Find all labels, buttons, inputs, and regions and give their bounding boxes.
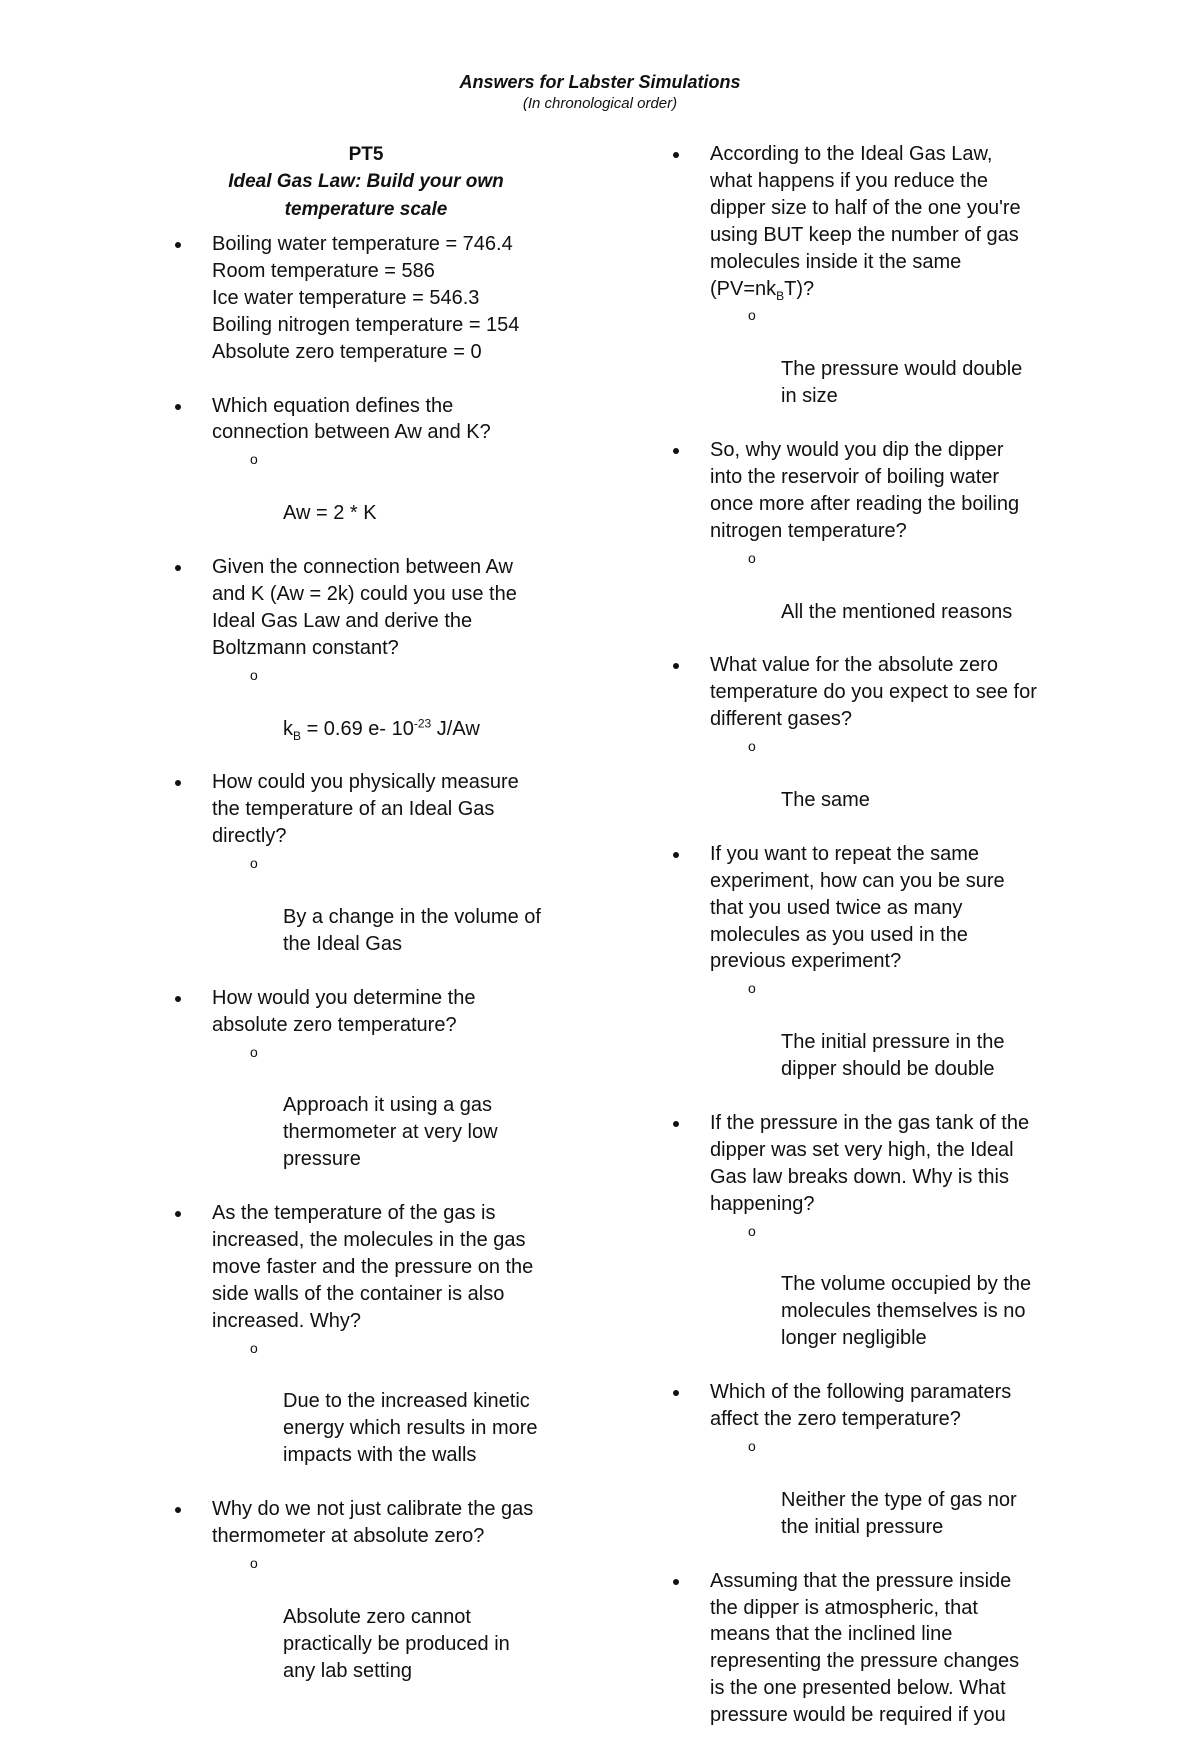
- answer-bullet-icon: o: [250, 666, 258, 683]
- answer-text: Neither the type of gas nor the initial pressure: [781, 1488, 1017, 1538]
- answer: [212, 1550, 566, 1685]
- answer-bullet-icon: o: [748, 549, 756, 566]
- answer: [710, 1433, 1068, 1541]
- answer: [710, 1218, 1068, 1353]
- question-end: T)?: [784, 277, 815, 300]
- answer: [710, 975, 1068, 1083]
- list-item: [166, 1200, 566, 1469]
- answer-text: The pressure would double in size: [781, 358, 1023, 408]
- list-item: [664, 1110, 1068, 1352]
- answer-bullet-icon: o: [250, 1043, 258, 1060]
- question-subscript: B: [776, 288, 785, 303]
- question-text: Why do we not just calibrate the gas thermometer at absolute zero?: [212, 1498, 534, 1548]
- list-item: [166, 985, 566, 1173]
- answer: [212, 1039, 566, 1174]
- document-header: [0, 70, 1200, 114]
- answer-text: The initial pressure in the dipper should be double: [781, 1031, 1005, 1081]
- question-body: According to the Ideal Gas Law, what happens if you reduce the dipper size to half of the one you're using BUT keep the number of gas molecules inside it the same (PV=nk: [710, 143, 1021, 300]
- answer-text: Approach it using a gas thermometer at very low pressure: [283, 1094, 498, 1171]
- list-item: [664, 437, 1068, 625]
- question-text: Given the connection between Aw and K (Aw = 2k) could you use the Ideal Gas Law and derive the Boltzmann constant?: [212, 556, 517, 659]
- answer-text: Aw = 2 * K: [283, 502, 377, 525]
- question-text: Assuming that the pressure inside the dipper is atmospheric, that means that the inclined line representing the pressure changes is the one presented below. What pressure would be required if you: [710, 1569, 1020, 1727]
- answer-bullet-icon: o: [250, 1554, 258, 1571]
- list-item: [166, 231, 566, 366]
- list-item: [664, 841, 1068, 1083]
- answer-exponent: -23: [413, 715, 432, 730]
- question-text: As the temperature of the gas is increased, the molecules in the gas move faster and the pressure on the side walls of the container is also increased. Why?: [212, 1202, 534, 1332]
- answer-bullet-icon: o: [748, 738, 756, 755]
- answer-text: All the mentioned reasons: [781, 600, 1013, 623]
- question-text: How could you physically measure the temperature of an Ideal Gas directly?: [212, 771, 519, 848]
- question-text: So, why would you dip the dipper into the reservoir of boiling water once more after reading the boiling nitrogen temperature?: [710, 439, 1020, 542]
- answer: [212, 850, 566, 958]
- question-text: How would you determine the absolute zero temperature?: [212, 986, 476, 1036]
- answer-text: Due to the increased kinetic energy which results in more impacts with the walls: [283, 1390, 538, 1467]
- document-title: Answers for Labster Simulations: [459, 72, 741, 92]
- answer: [710, 733, 1068, 814]
- answer-subscript: B: [293, 728, 302, 743]
- answer-value: = 0.69 e- 10: [301, 717, 414, 740]
- question-text: Which equation defines the connection between Aw and K?: [212, 394, 491, 444]
- section-code: PT5: [348, 144, 384, 165]
- answer-text: The volume occupied by the molecules themselves is no longer negligible: [781, 1273, 1032, 1350]
- answer-text: By a change in the volume of the Ideal Gas: [283, 905, 541, 955]
- answer-symbol: k: [283, 717, 293, 740]
- right-column: [664, 141, 1068, 1756]
- answer: [212, 1335, 566, 1470]
- document-subtitle: (In chronological order): [522, 95, 678, 112]
- question-text: Boiling water temperature = 746.4 Room temperature = 586 Ice water temperature = 546.3 Boiling nitrogen temperature = 154 Absolute zero temperature = 0: [212, 233, 520, 363]
- list-item: [166, 769, 566, 957]
- answer-bullet-icon: o: [748, 1437, 756, 1454]
- list-item: [166, 393, 566, 528]
- answer: [710, 545, 1068, 626]
- answer-bullet-icon: o: [250, 1339, 258, 1356]
- question-text: Which of the following paramaters affect the zero temperature?: [710, 1381, 1012, 1431]
- section-heading: [166, 141, 566, 223]
- question-text: What value for the absolute zero temperature do you expect to see for different gases?: [710, 654, 1037, 731]
- answer-bullet-icon: o: [748, 980, 756, 997]
- answer: [212, 446, 566, 527]
- list-item: [166, 554, 566, 742]
- section-title-line-1: Ideal Gas Law: Build your own: [228, 171, 504, 192]
- list-item: [664, 652, 1068, 813]
- answer-text: The same: [781, 788, 870, 811]
- answer: [212, 662, 566, 743]
- answer-text: [283, 715, 480, 743]
- answer-text: Absolute zero cannot practically be produced in any lab setting: [283, 1605, 510, 1682]
- left-column: [166, 141, 566, 1712]
- section-title-line-2: temperature scale: [284, 198, 448, 220]
- answer-bullet-icon: o: [250, 855, 258, 872]
- list-item: [664, 141, 1068, 410]
- question-text: [710, 141, 1068, 302]
- answer: [710, 302, 1068, 410]
- question-text: If you want to repeat the same experiment, how can you be sure that you used twice as many molecules as you used in the previous experiment?: [710, 842, 1005, 973]
- list-item: [166, 1496, 566, 1684]
- list-item: [664, 1568, 1068, 1729]
- question-text: If the pressure in the gas tank of the dipper was set very high, the Ideal Gas law breaks down. Why is this happening?: [710, 1112, 1030, 1215]
- answer-unit: J/Aw: [431, 717, 480, 740]
- answer-bullet-icon: o: [250, 451, 258, 468]
- answer-bullet-icon: o: [748, 307, 756, 324]
- answer-bullet-icon: o: [748, 1222, 756, 1239]
- list-item: [664, 1379, 1068, 1540]
